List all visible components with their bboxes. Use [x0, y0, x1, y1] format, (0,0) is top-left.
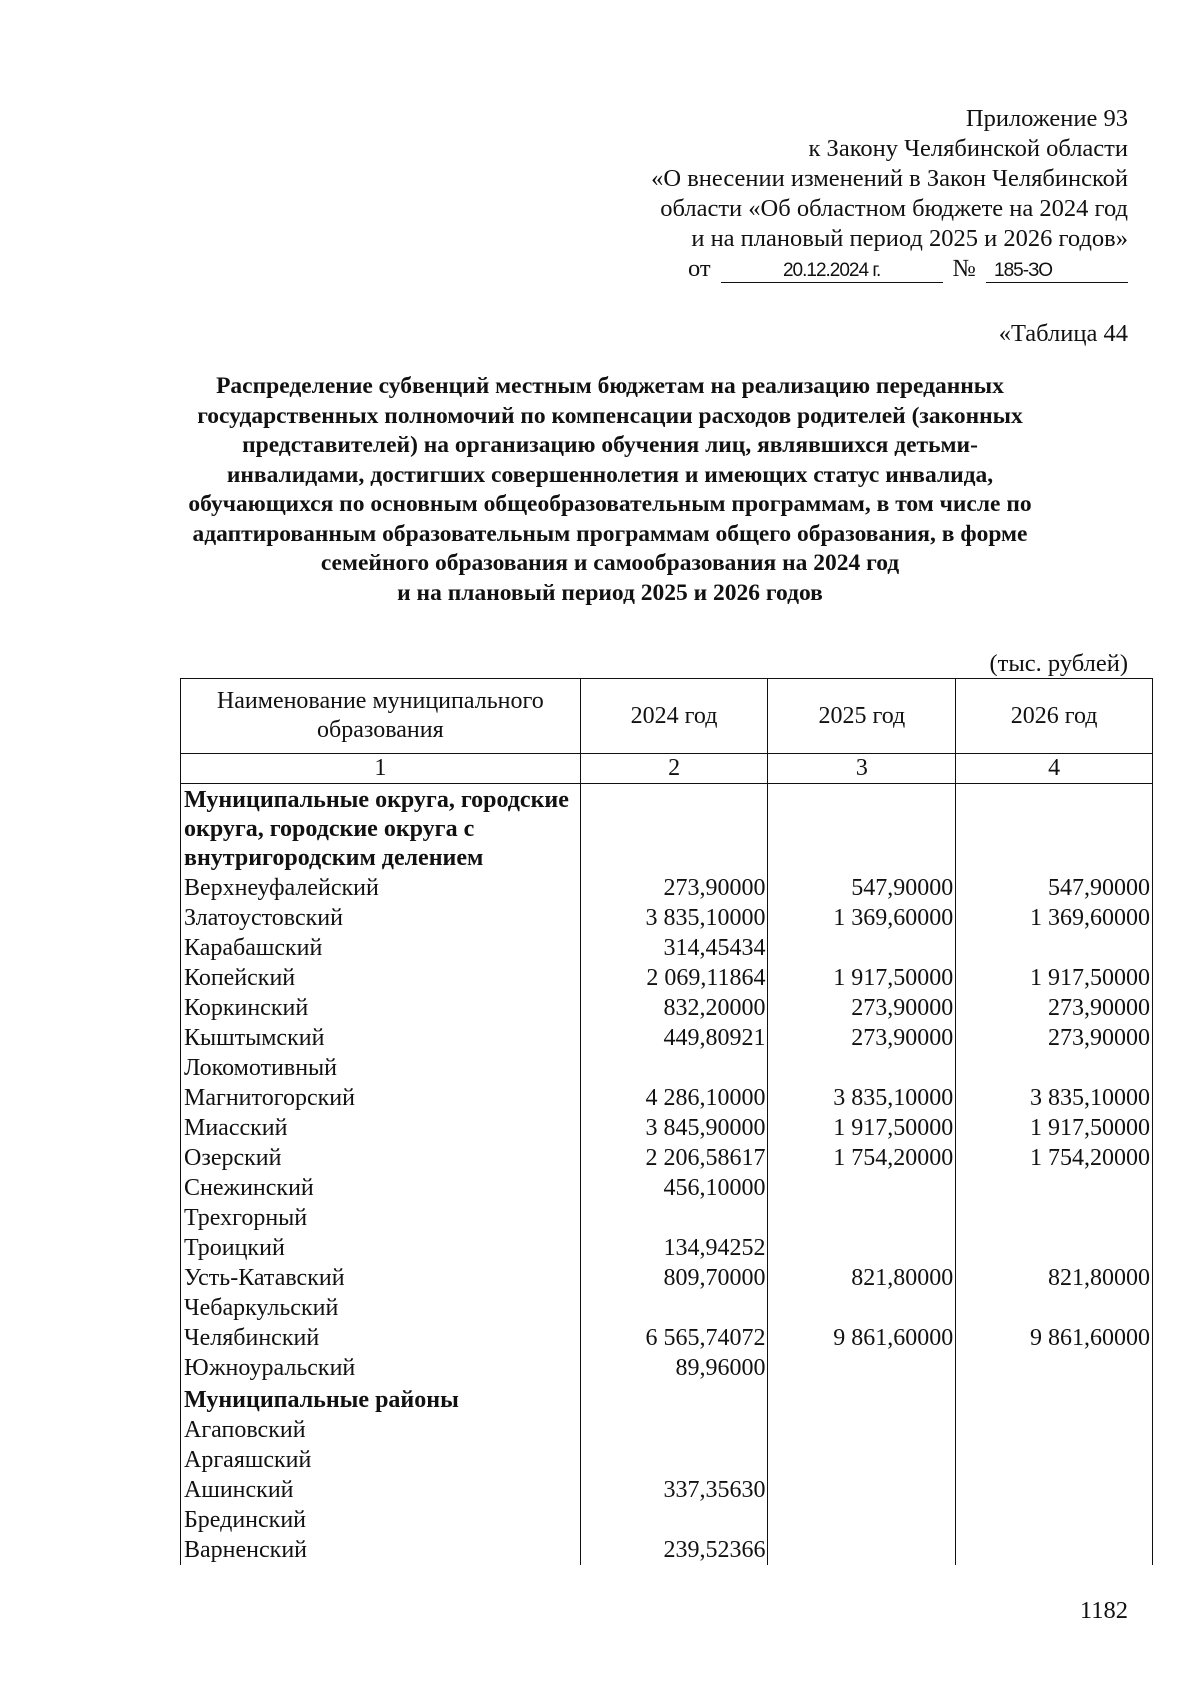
municipality-name: Чебаркульский: [181, 1293, 581, 1323]
amount-cell: 821,80000: [768, 1263, 956, 1293]
municipality-name: Ашинский: [181, 1475, 581, 1505]
amount-cell: 337,35630: [580, 1475, 768, 1505]
amount-cell: [768, 1505, 956, 1535]
amount-cell: 547,90000: [768, 873, 956, 903]
municipality-name: Коркинский: [181, 993, 581, 1023]
amount-cell: 239,52366: [580, 1535, 768, 1565]
group-row: [181, 784, 1153, 874]
amount-cell: 314,45434: [580, 933, 768, 963]
title-line: и на плановый период 2025 и 2026 годов: [397, 579, 823, 606]
amount-cell: [580, 1445, 768, 1475]
amount-cell: [768, 1173, 956, 1203]
subvention-table: [180, 678, 1153, 1565]
title-line: обучающихся по основным общеобразовательным программам, в том числе по: [188, 491, 1032, 517]
table-row: [181, 933, 1153, 963]
municipality-name: Локомотивный: [181, 1053, 581, 1083]
group-title: Муниципальные районы: [181, 1383, 581, 1415]
amount-cell: [580, 1415, 768, 1445]
amount-cell: [956, 1353, 1153, 1383]
municipality-name: Копейский: [181, 963, 581, 993]
amount-cell: [956, 1233, 1153, 1263]
amount-cell: [956, 1535, 1153, 1565]
amount-cell: [768, 933, 956, 963]
table-header-row: [181, 679, 1153, 754]
table-label: «Таблица 44: [998, 320, 1128, 347]
amount-cell: [580, 1505, 768, 1535]
amount-cell: 449,80921: [580, 1023, 768, 1053]
group-title: Муниципальные округа, городские округа, городские округа с внутригородским делением: [181, 784, 581, 874]
law-date: 20.12.2024 г.: [721, 260, 943, 283]
title-line: представителей) на организацию обучения лиц, являвшихся детьми-: [242, 432, 978, 458]
table-row: [181, 1263, 1153, 1293]
amount-cell: 134,94252: [580, 1233, 768, 1263]
amount-cell: 9 861,60000: [956, 1323, 1153, 1353]
document-title: [180, 372, 1040, 608]
table-row: [181, 1203, 1153, 1233]
law-reference: к Закону Челябинской области: [808, 135, 1128, 162]
amount-cell: [768, 1535, 956, 1565]
table-row: [181, 1353, 1153, 1383]
municipality-name: Трехгорный: [181, 1203, 581, 1233]
table-row: [181, 1113, 1153, 1143]
law-title-line-1: «О внесении изменений в Закон Челябинской: [651, 165, 1128, 192]
table-row: [181, 1323, 1153, 1353]
amount-cell: [956, 1415, 1153, 1445]
column-number-row: [181, 754, 1153, 784]
amount-cell: [956, 1173, 1153, 1203]
title-line: инвалидами, достигших совершеннолетия и имеющих статус инвалида,: [226, 461, 994, 488]
municipality-name: Златоустовский: [181, 903, 581, 933]
municipality-name: Верхнеуфалейский: [181, 873, 581, 903]
column-number: 1: [181, 754, 581, 784]
header-municipality: Наименование муниципального образования: [181, 679, 581, 754]
title-line: семейного образования и самообразования на 2024 год: [320, 550, 900, 576]
amount-cell: [956, 933, 1153, 963]
amount-cell: 3 835,10000: [580, 903, 768, 933]
municipality-name: Усть-Катавский: [181, 1263, 581, 1293]
amount-cell: 1 369,60000: [768, 903, 956, 933]
amount-cell: 1 917,50000: [768, 963, 956, 993]
column-number: 3: [768, 754, 956, 784]
amount-cell: [956, 1203, 1153, 1233]
empty-cell: [768, 784, 956, 874]
amount-cell: 809,70000: [580, 1263, 768, 1293]
amount-cell: 273,90000: [768, 993, 956, 1023]
amount-cell: 4 286,10000: [580, 1083, 768, 1113]
amount-cell: 1 754,20000: [768, 1143, 956, 1173]
table-row: [181, 873, 1153, 903]
amount-cell: 273,90000: [956, 993, 1153, 1023]
amount-cell: [768, 1233, 956, 1263]
header-2024: 2024 год: [580, 679, 768, 754]
amount-cell: 9 861,60000: [768, 1323, 956, 1353]
empty-cell: [580, 784, 768, 874]
table-row: [181, 1173, 1153, 1203]
empty-cell: [580, 1383, 768, 1415]
column-number: 2: [580, 754, 768, 784]
municipality-name: Троицкий: [181, 1233, 581, 1263]
table-row: [181, 1083, 1153, 1113]
amount-cell: [768, 1053, 956, 1083]
law-number: 185-ЗО: [986, 260, 1128, 283]
amount-cell: [956, 1445, 1153, 1475]
table-body: [181, 784, 1153, 1566]
law-title-line-2: области «Об областном бюджете на 2024 год: [660, 195, 1128, 222]
amount-cell: [580, 1293, 768, 1323]
amount-cell: 273,90000: [580, 873, 768, 903]
municipality-name: Аргаяшский: [181, 1445, 581, 1475]
table-row: [181, 903, 1153, 933]
amount-cell: [768, 1445, 956, 1475]
page-number: 1182: [1079, 1597, 1128, 1624]
amount-cell: [768, 1293, 956, 1323]
municipality-name: Варненский: [181, 1535, 581, 1565]
amount-cell: [956, 1293, 1153, 1323]
municipality-name: Миасский: [181, 1113, 581, 1143]
municipality-name: Карабашский: [181, 933, 581, 963]
units-label: (тыс. рублей): [989, 650, 1128, 677]
amount-cell: 1 369,60000: [956, 903, 1153, 933]
municipality-name: Магнитогорский: [181, 1083, 581, 1113]
amount-cell: 273,90000: [768, 1023, 956, 1053]
amount-cell: [580, 1053, 768, 1083]
amount-cell: 456,10000: [580, 1173, 768, 1203]
municipality-name: Челябинский: [181, 1323, 581, 1353]
column-number: 4: [956, 754, 1153, 784]
amount-cell: 3 845,90000: [580, 1113, 768, 1143]
table-row: [181, 1445, 1153, 1475]
table-row: [181, 1475, 1153, 1505]
law-title-line-3: и на плановый период 2025 и 2026 годов»: [691, 225, 1128, 252]
table-row: [181, 1293, 1153, 1323]
amount-cell: 3 835,10000: [768, 1083, 956, 1113]
amount-cell: [768, 1475, 956, 1505]
amount-cell: 1 917,50000: [768, 1113, 956, 1143]
title-line: государственных полномочий по компенсации расходов родителей (законных: [197, 402, 1023, 429]
amount-cell: 2 206,58617: [580, 1143, 768, 1173]
header-2026: 2026 год: [956, 679, 1153, 754]
amount-cell: [768, 1203, 956, 1233]
table-row: [181, 1143, 1153, 1173]
municipality-name: Кыштымский: [181, 1023, 581, 1053]
table-row: [181, 1505, 1153, 1535]
amount-cell: 832,20000: [580, 993, 768, 1023]
amount-cell: 273,90000: [956, 1023, 1153, 1053]
municipality-name: Снежинский: [181, 1173, 581, 1203]
amount-cell: 1 754,20000: [956, 1143, 1153, 1173]
table-row: [181, 1023, 1153, 1053]
amount-cell: 821,80000: [956, 1263, 1153, 1293]
amount-cell: 2 069,11864: [580, 963, 768, 993]
amount-cell: [956, 1053, 1153, 1083]
title-line: адаптированным образовательным программам общего образования, в форме: [192, 520, 1028, 547]
empty-cell: [956, 784, 1153, 874]
amount-cell: [956, 1475, 1153, 1505]
appendix-number: Приложение 93: [965, 105, 1128, 132]
amount-cell: 89,96000: [580, 1353, 768, 1383]
table-row: [181, 1053, 1153, 1083]
amount-cell: 1 917,50000: [956, 1113, 1153, 1143]
amount-cell: 3 835,10000: [956, 1083, 1153, 1113]
municipality-name: Брединский: [181, 1505, 581, 1535]
amount-cell: [768, 1353, 956, 1383]
header-2025: 2025 год: [768, 679, 956, 754]
empty-cell: [768, 1383, 956, 1415]
table-row: [181, 963, 1153, 993]
table-row: [181, 993, 1153, 1023]
law-date-line: [568, 254, 1128, 284]
amount-cell: 547,90000: [956, 873, 1153, 903]
amount-cell: 6 565,74072: [580, 1323, 768, 1353]
amount-cell: [768, 1415, 956, 1445]
amount-cell: 1 917,50000: [956, 963, 1153, 993]
table-row: [181, 1415, 1153, 1445]
municipality-name: Агаповский: [181, 1415, 581, 1445]
from-label: от: [687, 255, 711, 282]
table-row: [181, 1233, 1153, 1263]
amount-cell: [580, 1203, 768, 1233]
number-label: №: [952, 255, 976, 282]
municipality-name: Озерский: [181, 1143, 581, 1173]
table-row: [181, 1535, 1153, 1565]
appendix-header: [568, 104, 1128, 284]
title-line: Распределение субвенций местным бюджетам на реализацию переданных: [216, 373, 1004, 399]
empty-cell: [956, 1383, 1153, 1415]
group-row: [181, 1383, 1153, 1415]
amount-cell: [956, 1505, 1153, 1535]
municipality-name: Южноуральский: [181, 1353, 581, 1383]
